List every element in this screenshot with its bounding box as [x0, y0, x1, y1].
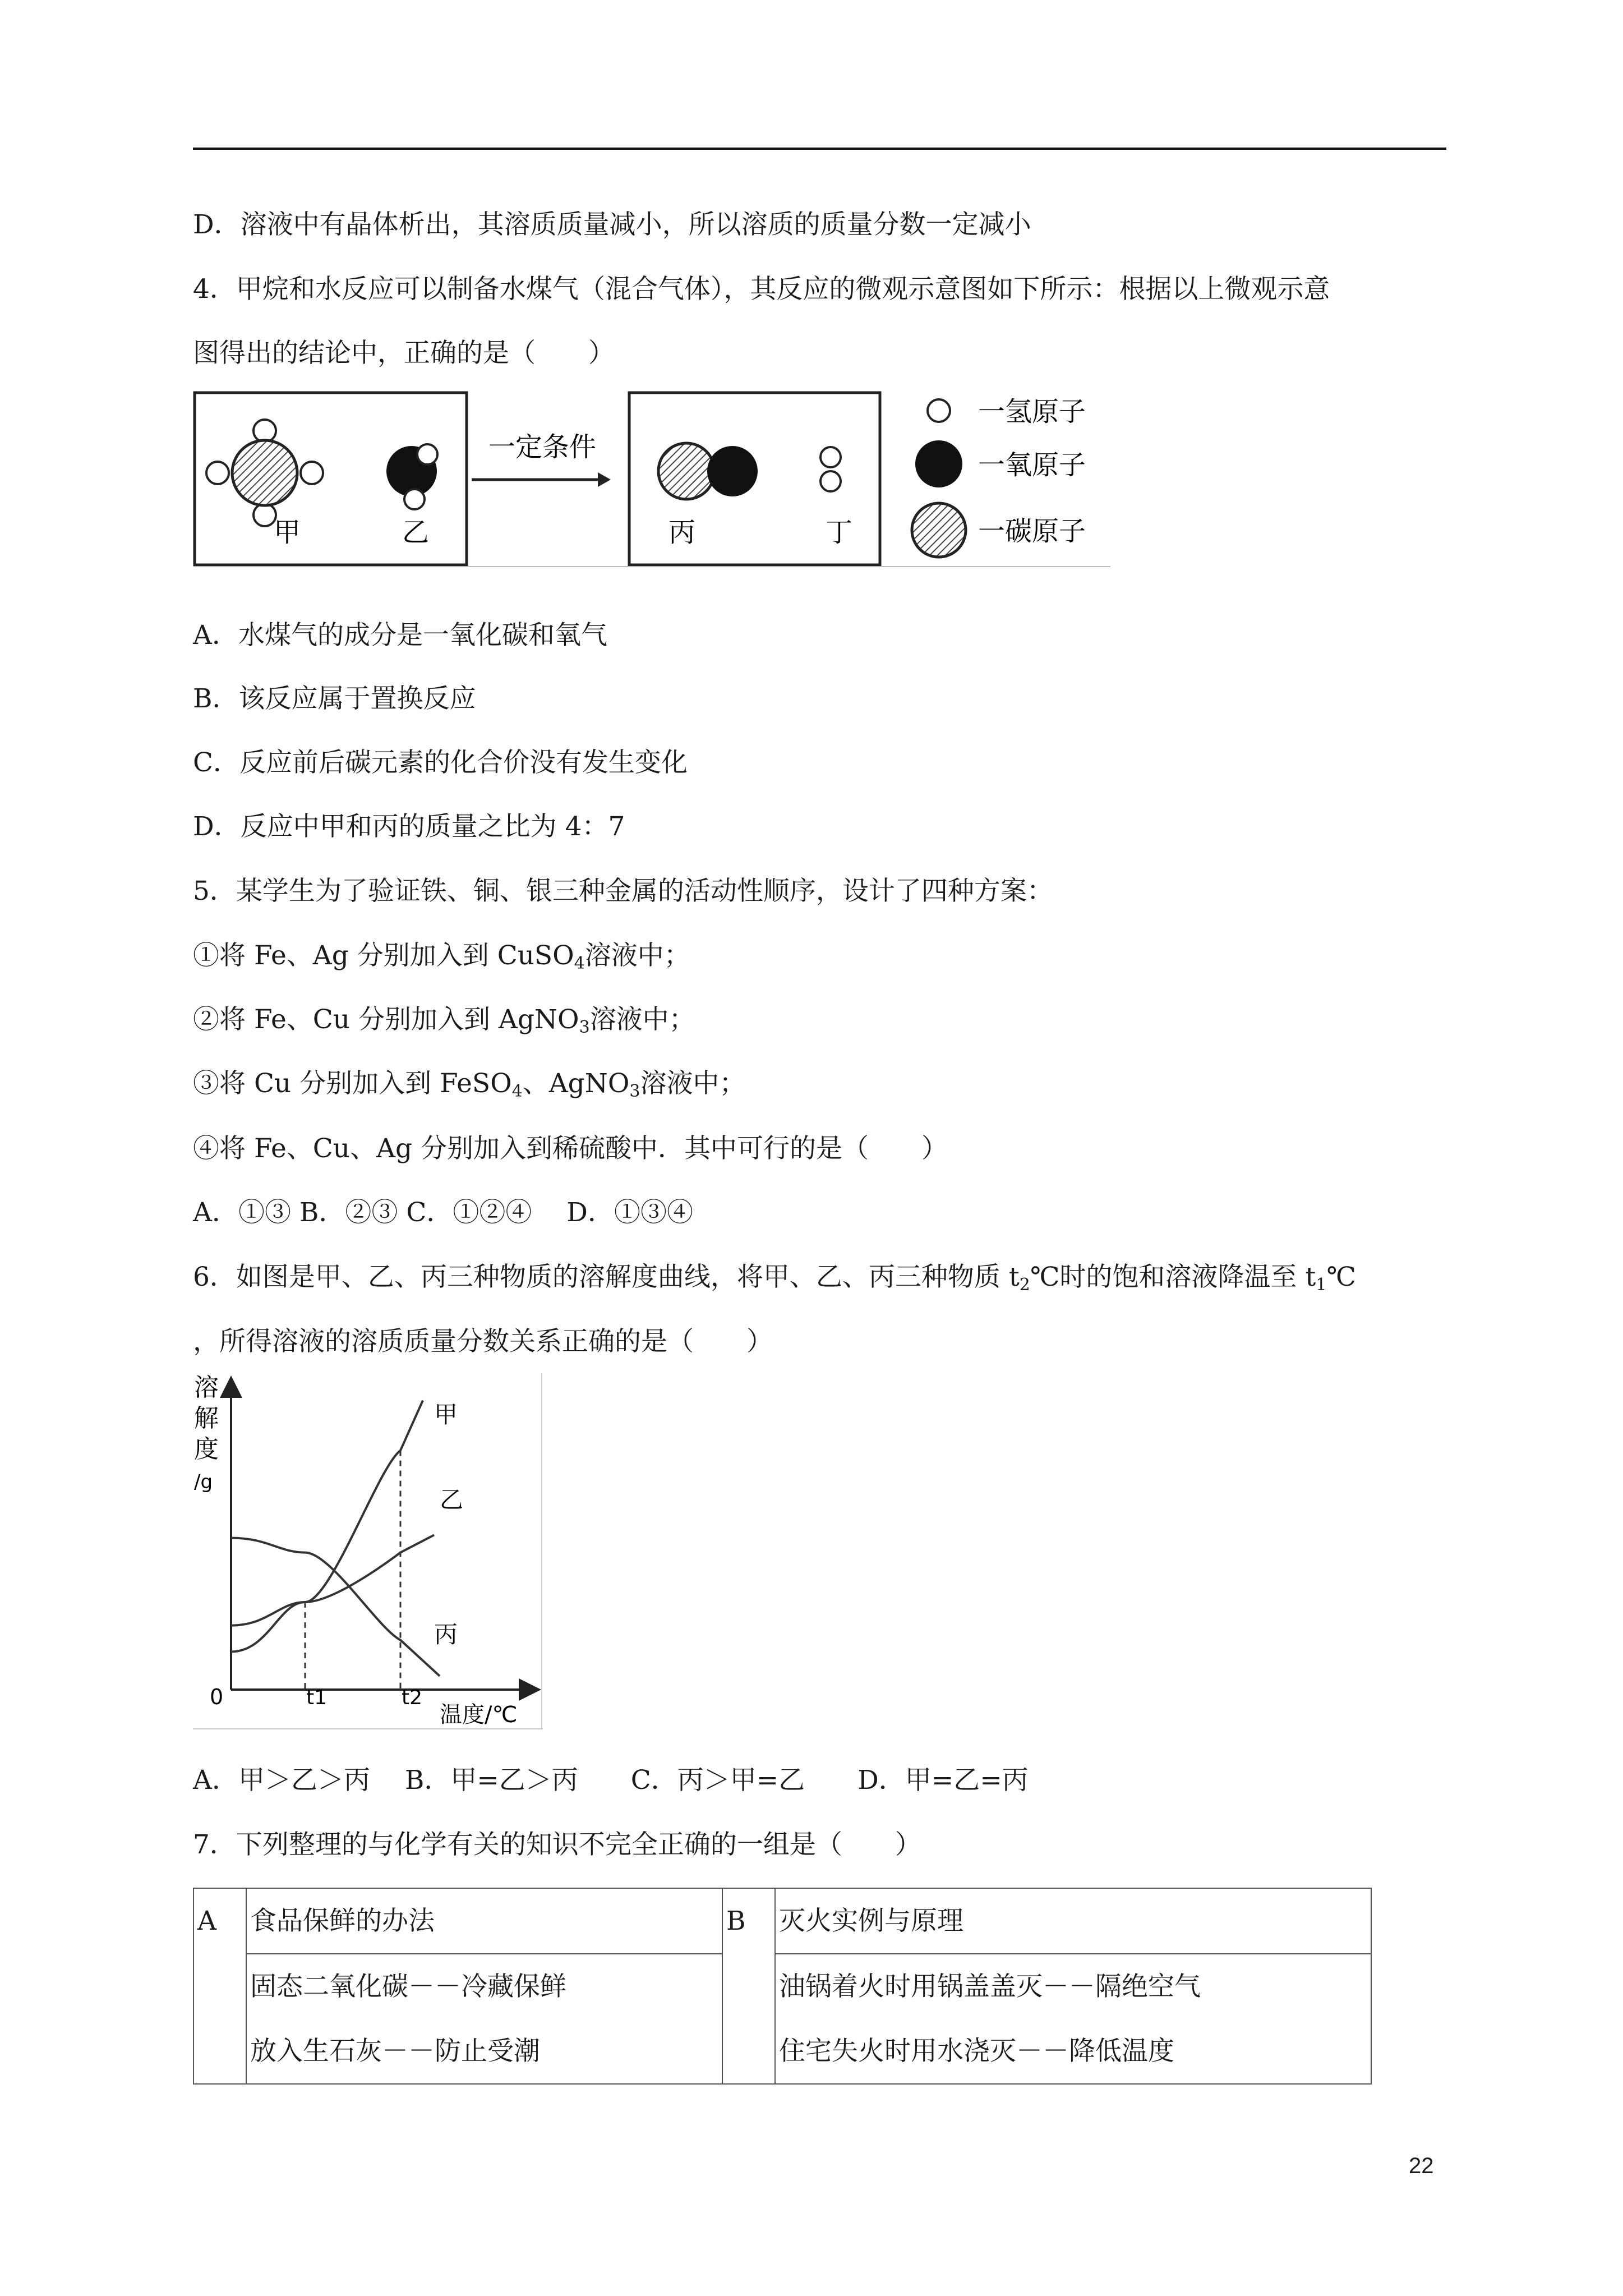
- hydrogen-atom: [417, 444, 437, 464]
- curves-group: [231, 1401, 440, 1690]
- header-rule: [193, 148, 1446, 150]
- page-number: 22: [1409, 2154, 1434, 2178]
- series-label-bing: 丙: [434, 1621, 458, 1648]
- arrow-head: [598, 472, 611, 487]
- carbon-atom: [232, 440, 297, 505]
- legend-oxygen-icon: [915, 440, 962, 487]
- q3-option-d: D．溶液中有晶体析出，其溶质质量减小，所以溶质的质量分数一定减小: [193, 209, 1031, 240]
- cell-b-letter: B: [722, 1888, 775, 2084]
- oxygen-atom: [707, 446, 758, 496]
- hydrogen-atom: [301, 462, 323, 484]
- q5-scheme-3: ③将 Cu 分别加入到 FeSO$_4$、AgNO$_3$溶液中；: [193, 1068, 746, 1101]
- hydrogen-atom: [404, 489, 425, 509]
- legend-carbon-icon: [912, 503, 966, 557]
- q7-table: [193, 1888, 1372, 2085]
- hydrogen-atom: [820, 447, 841, 467]
- legend-oxygen: 一氧原子: [978, 449, 1086, 481]
- q6-stem-cont: ，所得溶液的溶质质量分数关系正确的是（ ）: [193, 1326, 773, 1357]
- q5-scheme-2: ②将 Fe、Cu 分别加入到 AgNO$_3$溶液中；: [193, 1004, 695, 1037]
- series-label-jia: 甲: [434, 1401, 458, 1428]
- q4-stem: 4．甲烷和水反应可以制备水煤气（混合气体），其反应的微观示意图如下所示：根据以上微观示意: [193, 274, 1330, 305]
- curve-jia: [231, 1401, 423, 1652]
- q4-option-b: B．该反应属于置换反应: [193, 683, 476, 714]
- label-ding: 丁: [825, 517, 853, 548]
- hydrogen-atom: [253, 504, 276, 526]
- q4-option-c: C．反应前后碳元素的化合价没有发生变化: [193, 747, 688, 778]
- label-bing: 丙: [668, 517, 696, 548]
- curve-bing: [231, 1538, 440, 1676]
- carbon-atom: [658, 443, 714, 499]
- y-axis-label: [194, 1373, 219, 1493]
- y-axis-label-char: 度: [194, 1435, 219, 1464]
- cell-a-letter: A: [193, 1888, 246, 2084]
- legend-hydrogen: 一氢原子: [978, 396, 1086, 427]
- origin-label: 0: [210, 1685, 224, 1709]
- q7-stem: 7．下列整理的与化学有关的知识不完全正确的一组是（ ）: [193, 1829, 921, 1860]
- legend-carbon: 一碳原子: [978, 516, 1086, 547]
- cell-b-items: 油锅着火时用锅盖盖灭－－隔绝空气 住宅失火时用水浇灭－－降低温度: [775, 1954, 1371, 2084]
- cell-a-items: 固态二氧化碳－－冷藏保鲜 放入生石灰－－防止受潮: [246, 1954, 722, 2084]
- hydrogen-atom: [253, 420, 276, 442]
- hydrogen-atom: [820, 471, 841, 491]
- q6-stem: 6．如图是甲、乙、丙三种物质的溶解度曲线，将甲、乙、丙三种物质 $t_2℃$时的饱和溶液降温至 $t_1℃$: [193, 1262, 1356, 1295]
- label-jia: 甲: [273, 517, 301, 548]
- y-axis-label-char: 解: [194, 1404, 219, 1433]
- reaction-diagram: [193, 387, 1113, 569]
- label-yi: 乙: [402, 517, 430, 548]
- y-axis-label-char: 溶: [194, 1373, 219, 1402]
- cell-b-title: 灭火实例与原理: [775, 1888, 1371, 1954]
- curve-yi: [231, 1535, 434, 1625]
- x-axis-label: 温度/℃: [440, 1702, 518, 1728]
- q4-option-a: A．水煤气的成分是一氧化碳和氧气: [193, 620, 607, 651]
- solubility-chart: [193, 1373, 543, 1730]
- q5-stem: 5．某学生为了验证铁、铜、银三种金属的活动性顺序，设计了四种方案：: [193, 876, 1053, 907]
- q6-options: A．甲＞乙＞丙 B．甲=乙＞丙 C．丙＞甲=乙 D．甲=乙=丙: [193, 1765, 1029, 1796]
- arrow-condition: 一定条件: [488, 431, 597, 463]
- legend-hydrogen-icon: [928, 399, 950, 422]
- q4-stem-cont: 图得出的结论中，正确的是（ ）: [193, 338, 615, 369]
- q5-scheme-1: ①将 Fe、Ag 分别加入到 CuSO$_4$溶液中；: [193, 940, 690, 973]
- q5-options: A．①③ B．②③ C．①②④ D．①③④: [193, 1197, 693, 1228]
- x-tick-t2: t2: [402, 1686, 423, 1709]
- q5-scheme-4: ④将 Fe、Cu、Ag 分别加入到稀硫酸中．其中可行的是（ ）: [193, 1133, 948, 1164]
- cell-a-title: 食品保鲜的办法: [246, 1888, 722, 1954]
- q4-option-d: D．反应中甲和丙的质量之比为 4：7: [193, 811, 625, 842]
- x-tick-t1: t1: [306, 1686, 328, 1709]
- y-axis-label-char: /g: [194, 1471, 213, 1493]
- series-label-yi: 乙: [440, 1486, 464, 1513]
- hydrogen-atom: [206, 462, 229, 484]
